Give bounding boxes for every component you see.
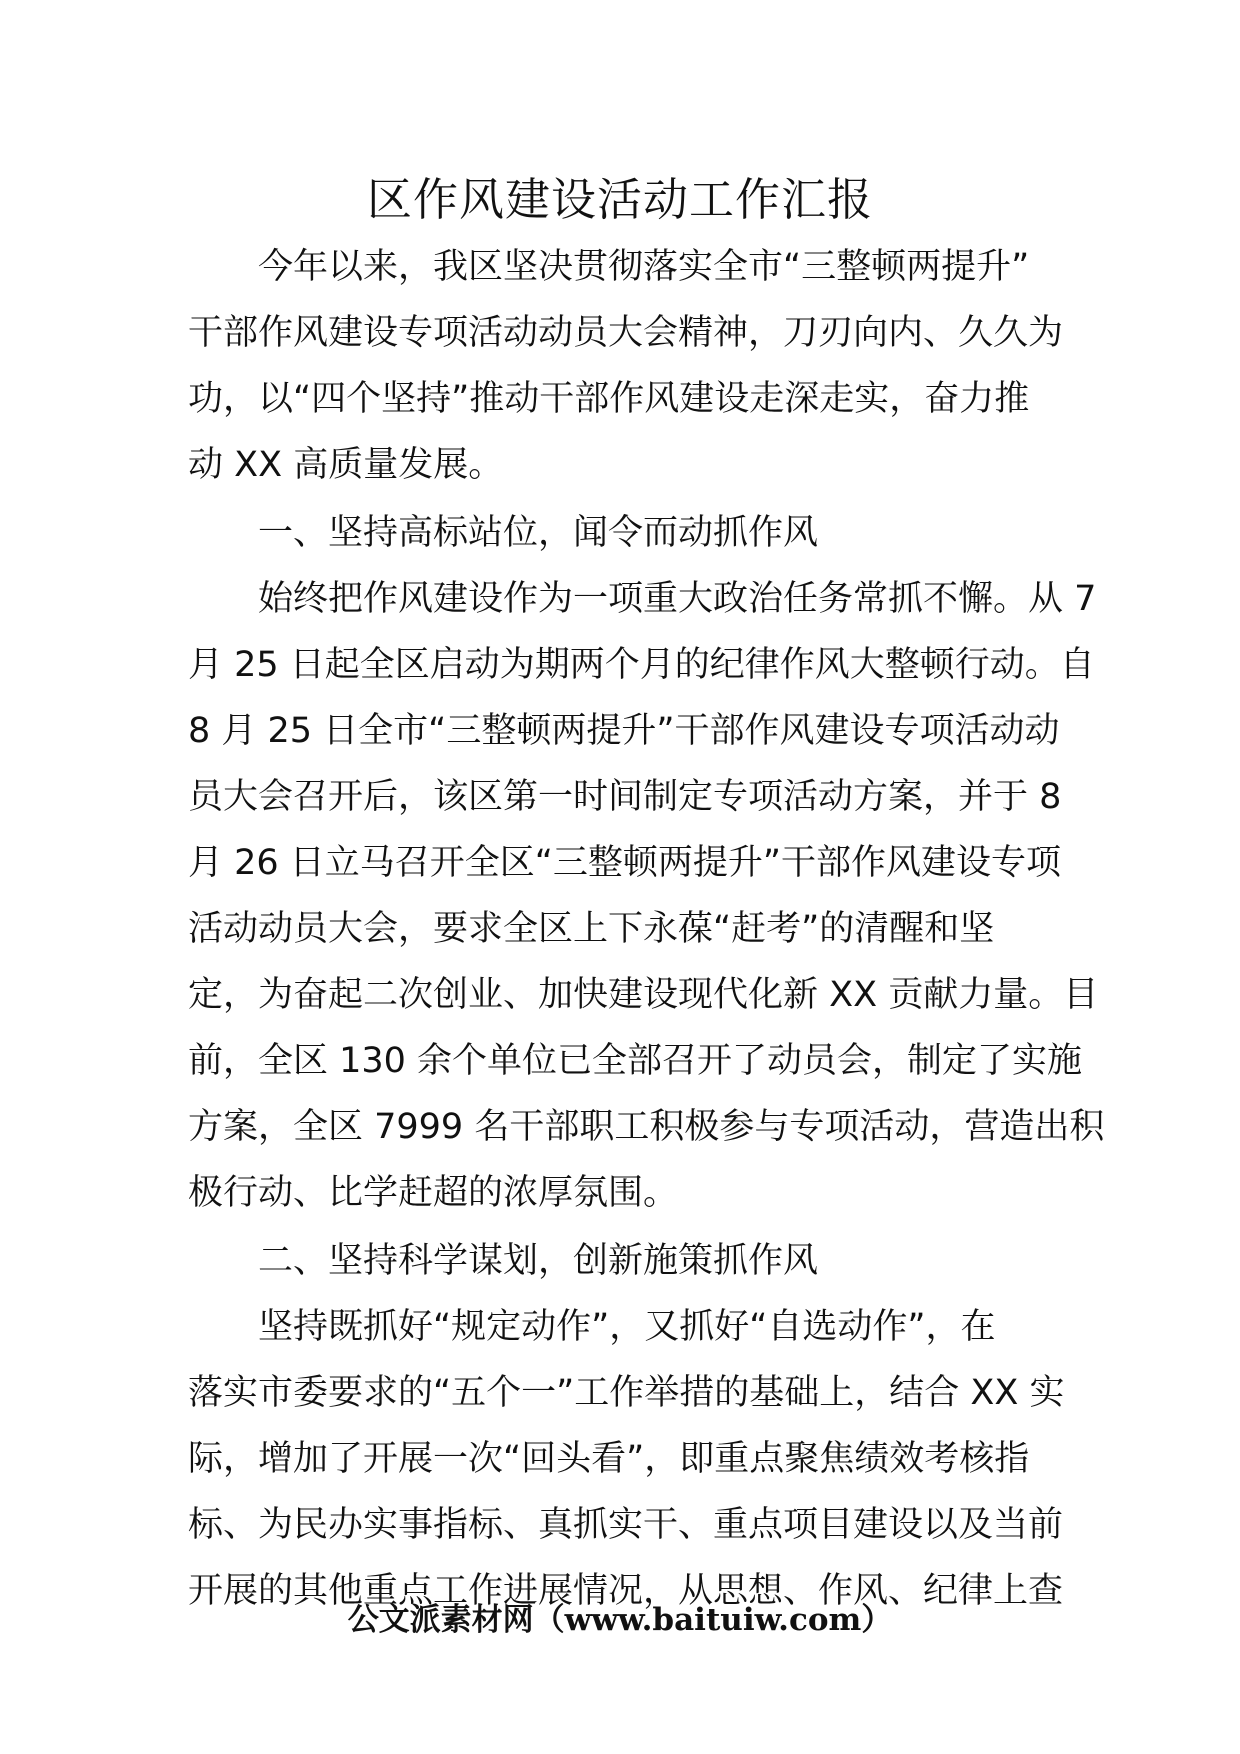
paragraph-line: 干部作风建设专项活动动员大会精神，刀刃向内、久久为 [188,313,1064,353]
paragraph-line: 际，增加了开展一次“回头看”，即重点聚焦绩效考核指 [188,1439,1030,1479]
paragraph-line: 标、为民办实事指标、真抓实干、重点项目建设以及当前 [188,1505,1064,1545]
paragraph-line: 功，以“四个坚持”推动干部作风建设走深走实，奋力推 [188,379,1030,419]
paragraph-line: 今年以来，我区坚决贯彻落实全市“三整顿两提升” [258,247,1030,287]
paragraph-line: 动 XX 高质量发展。 [188,445,504,485]
section-heading-1: 一、坚持高标站位，闻令而动抓作风 [258,513,819,553]
paragraph-line: 8 月 25 日全市“三整顿两提升”干部作风建设专项活动动 [188,711,1060,751]
paragraph-line: 前，全区 130 余个单位已全部召开了动员会，制定了实施 [188,1041,1083,1081]
paragraph-line: 活动动员大会，要求全区上下永葆“赶考”的清醒和坚 [188,909,995,949]
document-body [188,234,1105,1624]
paragraph-line: 方案，全区 7999 名干部职工积极参与专项活动，营造出积 [188,1107,1105,1147]
paragraph-line: 员大会召开后，该区第一时间制定专项活动方案，并于 8 [188,777,1062,817]
paragraph-line: 极行动、比学赶超的浓厚氛围。 [188,1173,679,1213]
paragraph-line: 落实市委要求的“五个一”工作举措的基础上，结合 XX 实 [188,1373,1065,1413]
footer-watermark: 公文派素材网（www.baituiw.com） [347,1602,893,1638]
paragraph-line: 定，为奋起二次创业、加快建设现代化新 XX 贡献力量。目 [188,975,1099,1015]
paragraph-line: 月 25 日起全区启动为期两个月的纪律作风大整顿行动。自 [188,645,1095,685]
paragraph-line: 坚持既抓好“规定动作”，又抓好“自选动作”，在 [258,1307,996,1347]
section-heading-2: 二、坚持科学谋划，创新施策抓作风 [258,1241,819,1281]
paragraph-line: 开展的其他重点工作进展情况，从思想、作风、纪律上查 [188,1571,1064,1611]
paragraph-line: 始终把作风建设作为一项重大政治任务常抓不懈。从 7 [258,579,1097,619]
document-title: 区作风建设活动工作汇报 [366,173,873,226]
paragraph-line: 月 26 日立马召开全区“三整顿两提升”干部作风建设专项 [188,843,1062,883]
